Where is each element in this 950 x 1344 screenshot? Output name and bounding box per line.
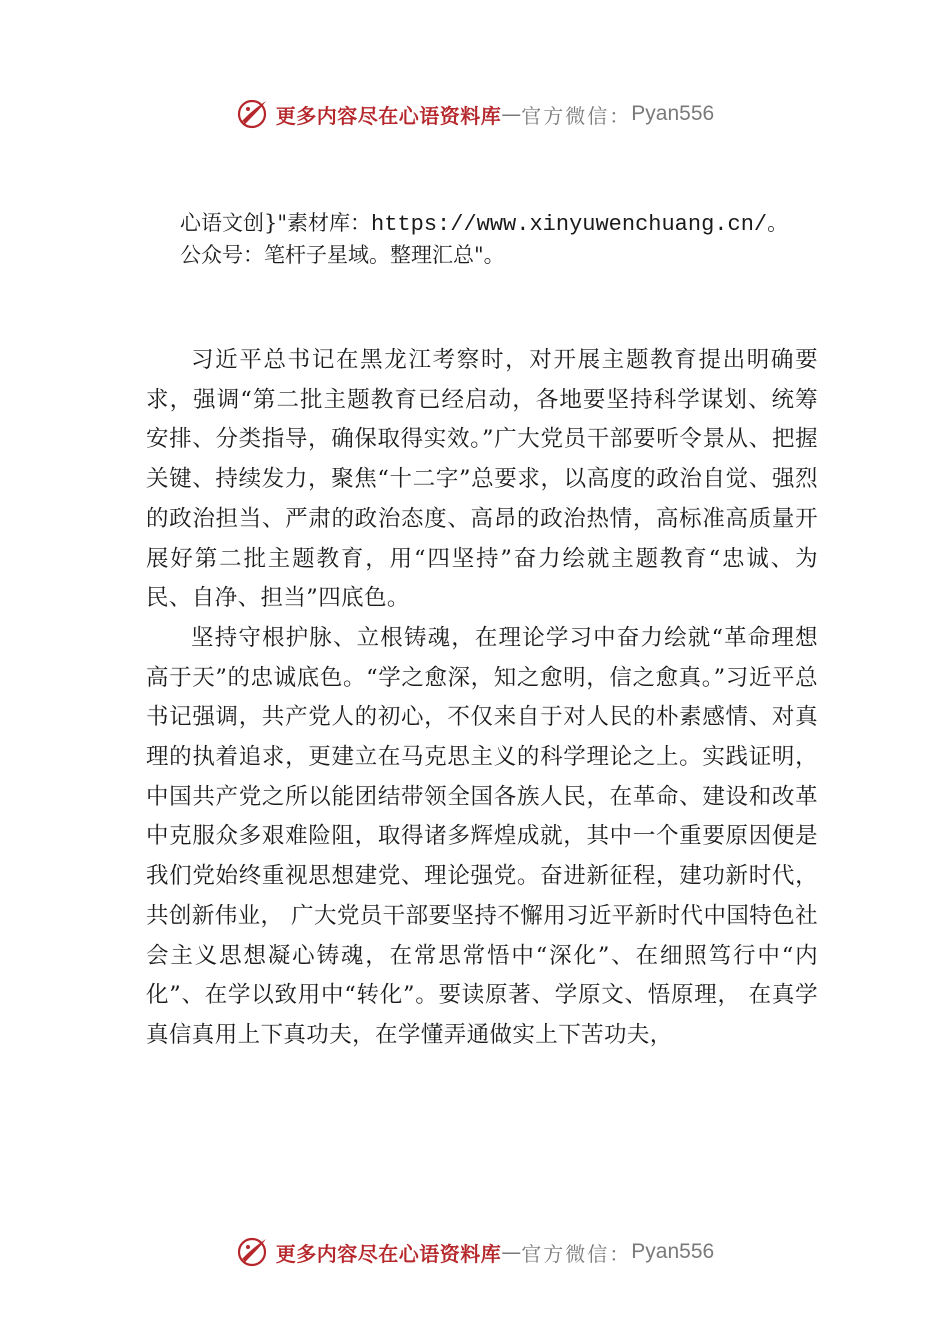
source-note — [180, 208, 830, 270]
wechat-label: 官方微信： — [521, 1241, 632, 1266]
source-note-line-1 — [180, 208, 830, 240]
header-banner — [0, 94, 950, 134]
quill-pen-logo-icon — [236, 97, 270, 131]
wechat-id: Pyan556 — [631, 102, 715, 125]
article-paragraph-1: 习近平总书记在黑龙江考察时，对开展主题教育提出明确要求，强调“第二批主题教育已经启动，各地要坚持科学谋划、统筹安排、分类指导，确保取得实效。”广大党员干部要听令景从、把握关键、持续发力，聚焦“十二字”总要求，以高度的政治自觉、强烈的政治担当、严肃的政治态度、高昂的政治热情，高标准高质量开展好第二批主题教育，用“四坚持”奋力绘就主题教育“忠诚、为民、自净、担当”四底色。 — [146, 347, 818, 612]
article-paragraph-2: 坚持守根护脉、立根铸魂，在理论学习中奋力绘就“革命理想高于天”的忠诚底色。“学之愈深，知之愈明，信之愈真。”习近平总书记强调，共产党人的初心，不仅来自于对人民的朴素感情、对真理的执着追求，更建立在马克思主义的科学理论之上。实践证明，中国共产党之所以能团结带领全国各族人民，在革命、建设和改革中克服众多艰难险阻，取得诸多辉煌成就，其中一个重要原因便是我们党始终重视思想建党、理论强党。奋进新征程，建功新时代，共创新伟业， 广大党员干部要坚持不懈用习近平新时代中国特色社会主义思想凝心铸魂，在常思常悟中“深化”、在细照笃行中“内化”、在学以致用中“转化”。要读原著、学原文、悟原理， 在真学真信真用上下真功夫，在学懂弄通做实上下苦功夫， — [146, 624, 818, 1048]
article-body — [146, 341, 818, 1056]
source-note-suffix: 。 — [767, 211, 789, 235]
wechat-label: 官方微信： — [521, 103, 632, 128]
source-url: https://www.xinyuwenchuang.cn/ — [371, 212, 768, 237]
source-note-prefix: 心语文创}"素材库： — [180, 211, 372, 235]
quill-pen-logo-icon — [236, 1235, 270, 1269]
banner-separator: — — [501, 102, 522, 126]
source-note-line-2: 公众号：笔杆子星域。整理汇总"。 — [180, 243, 505, 267]
promo-text: 更多内容尽在心语资料库 — [275, 103, 502, 128]
wechat-id: Pyan556 — [631, 1240, 715, 1263]
footer-banner — [0, 1232, 950, 1272]
banner-separator: — — [501, 1240, 522, 1264]
promo-text: 更多内容尽在心语资料库 — [275, 1241, 502, 1266]
